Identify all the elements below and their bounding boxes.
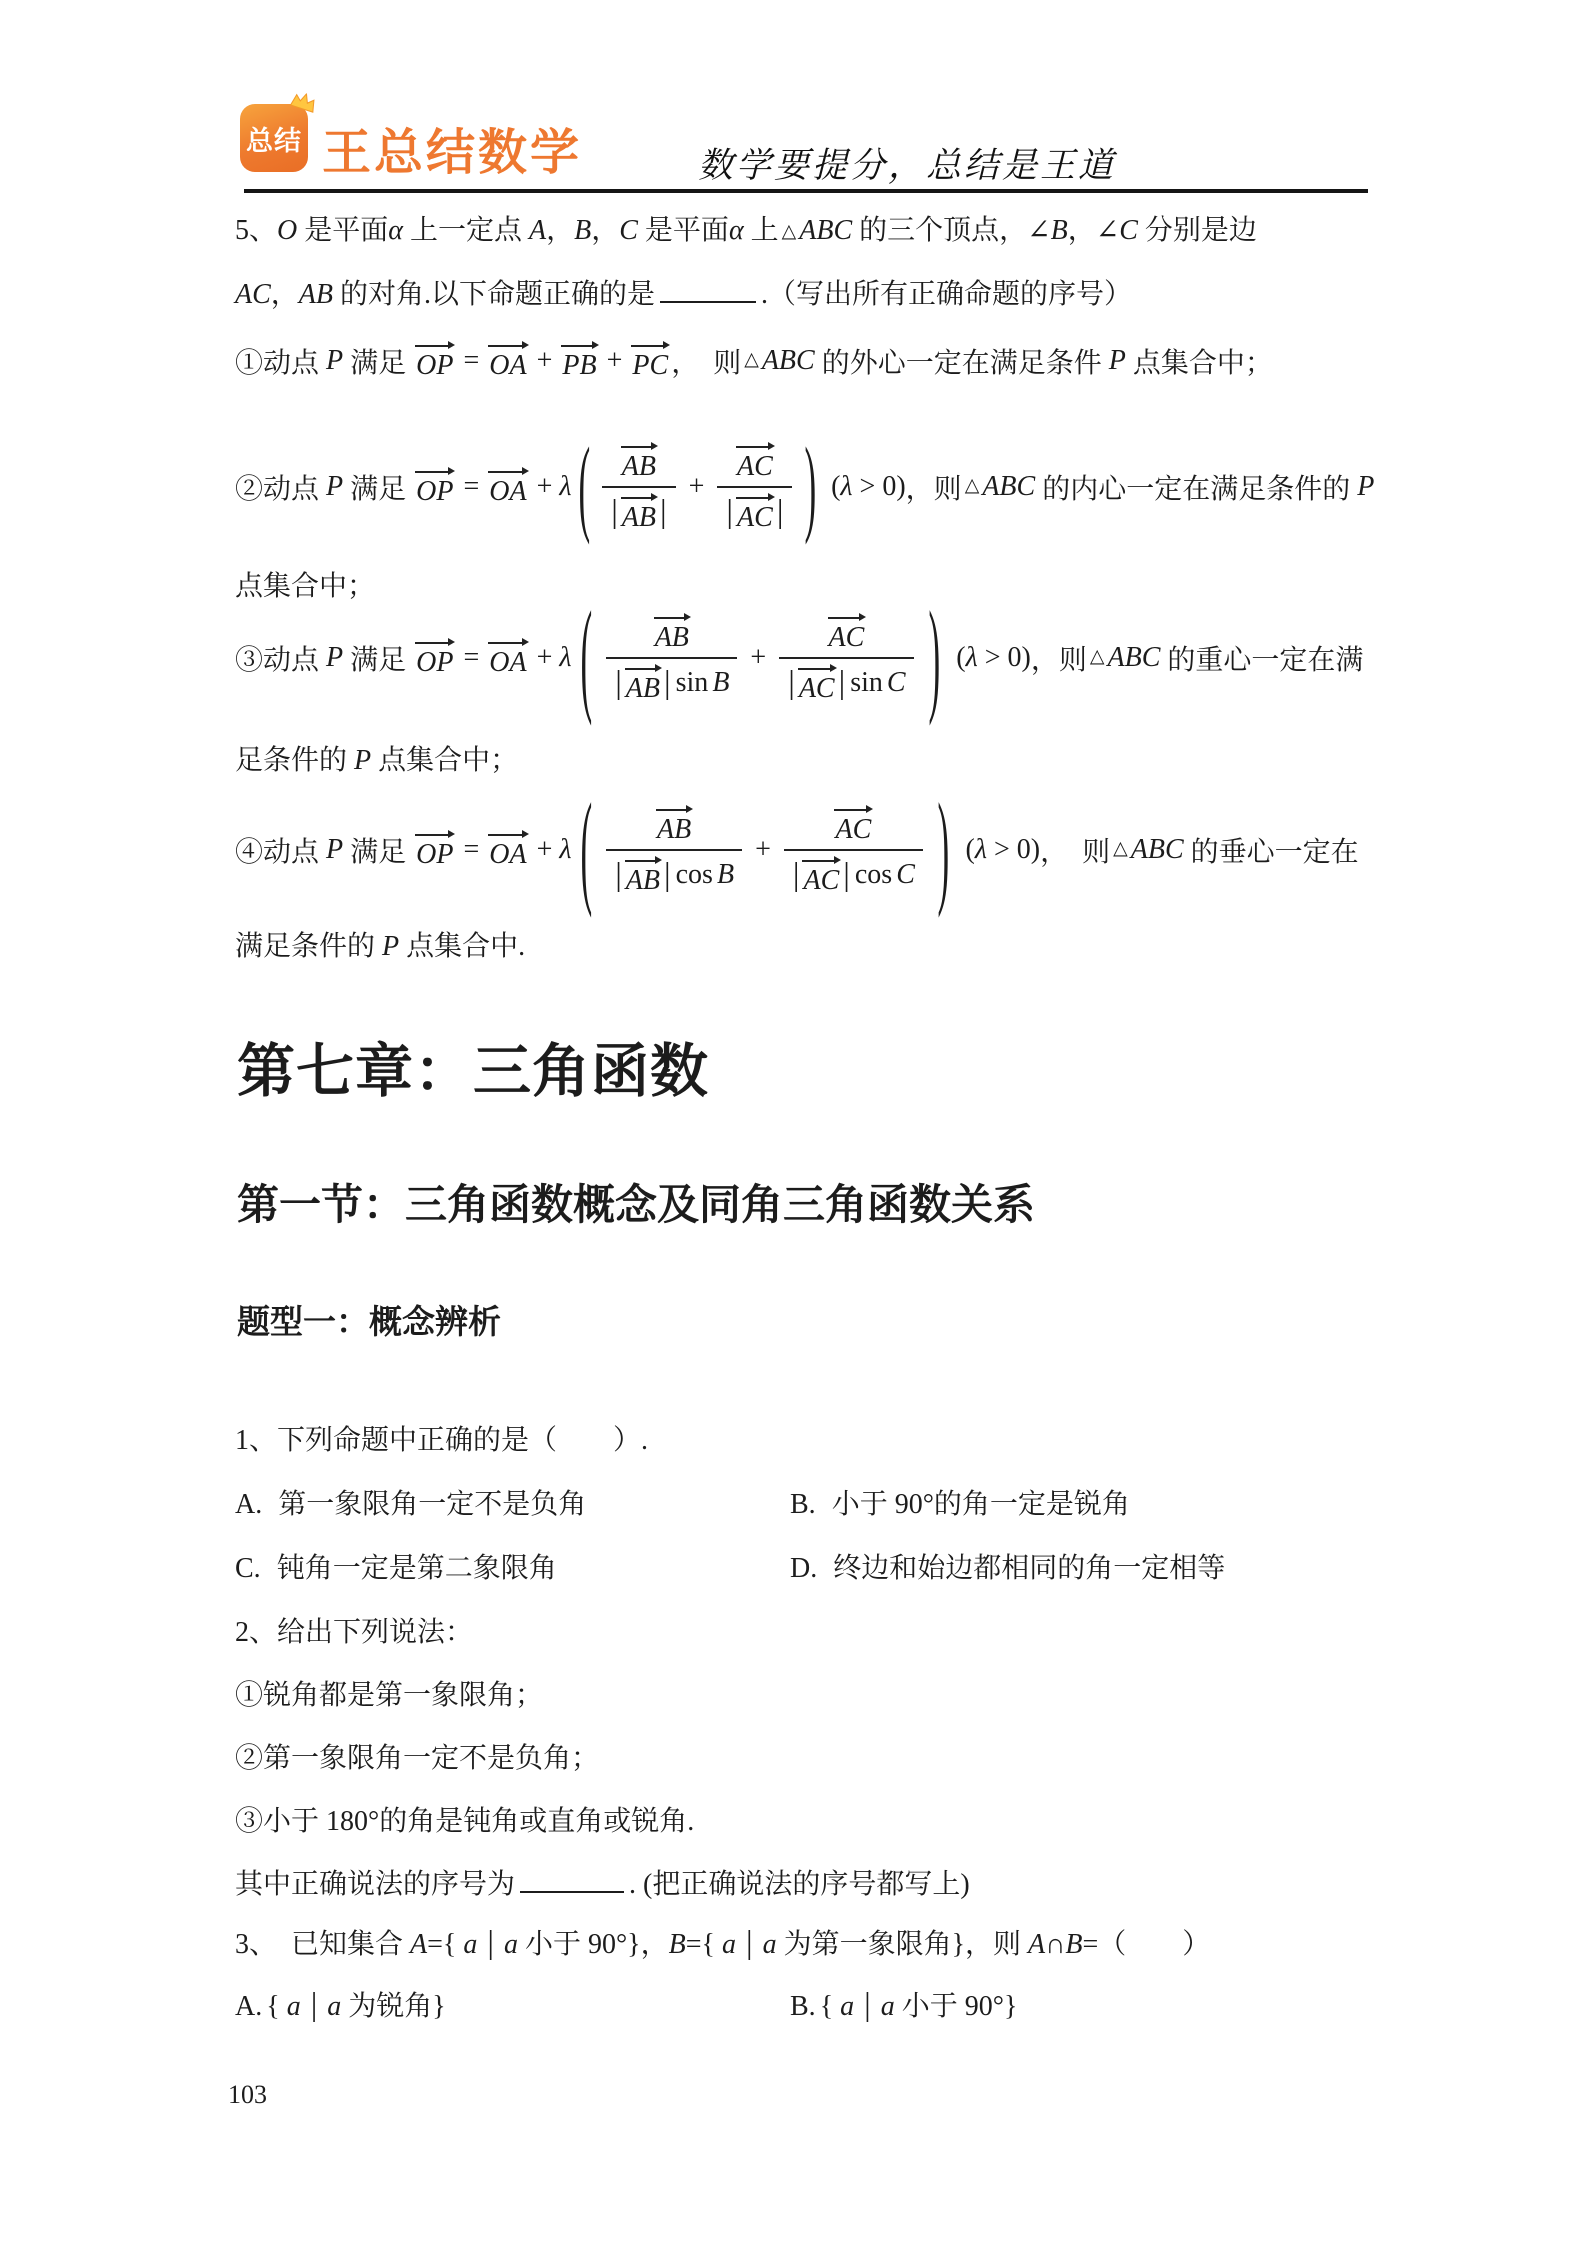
plus-sign: +: [536, 642, 553, 673]
equals-sign: =: [463, 471, 480, 502]
set-bar: |: [864, 1987, 871, 2023]
math-var: A: [528, 215, 547, 246]
vector-term: OP: [413, 340, 456, 382]
triangle-symbol: △: [744, 348, 759, 370]
text-run: ④动点: [235, 837, 327, 868]
math-var: AC: [235, 279, 271, 310]
logo-badge-text: 总结: [246, 125, 302, 156]
fraction: [717, 441, 792, 534]
math-var: a: [463, 1929, 478, 1960]
abs-bar: |: [660, 493, 667, 530]
vector-term: AB: [654, 804, 694, 846]
text-run: > 0): [977, 642, 1031, 673]
left-paren: (: [579, 585, 592, 728]
option-label: D.: [790, 1553, 818, 1584]
left-paren: (: [579, 777, 592, 920]
math-var: A: [410, 1929, 428, 1960]
right-paren: ): [928, 585, 940, 728]
problem5-item2: [235, 412, 1374, 562]
abs-bar: |: [726, 493, 734, 530]
vector-term: PC: [629, 340, 671, 382]
option-text: 小于 90°的角一定是锐角: [831, 1489, 1130, 1520]
text-run: ， 则: [1040, 837, 1111, 868]
set-bar: |: [487, 1925, 494, 1961]
text-run: 的对角.以下命题正确的是: [333, 279, 656, 310]
text-run: {: [819, 1991, 841, 2022]
question2-statement3: ③小于 180°的角是钝角或直角或锐角.: [235, 1806, 695, 1837]
option-text: 第一象限角一定不是负角: [278, 1489, 587, 1520]
option-label: B.: [790, 1489, 816, 1520]
intersect-symbol: ∩: [1045, 1929, 1066, 1960]
text-run: ， 则: [671, 348, 742, 379]
text-run: 的外心一定在满足条件: [814, 348, 1109, 379]
logo-badge: [240, 104, 308, 172]
abs-bar: |: [788, 664, 795, 701]
question2-conclusion: [235, 1864, 970, 1906]
abs-bar: |: [792, 856, 800, 893]
text-run: 满足: [343, 348, 414, 379]
condition: [966, 834, 1041, 866]
problem5-item3: [235, 578, 1363, 738]
question1-option-d: [790, 1548, 1225, 1590]
math-var: ABC: [761, 345, 815, 376]
abs-bar: |: [843, 856, 850, 893]
math-var: P: [326, 642, 344, 673]
text-run: ，∠: [1067, 215, 1120, 246]
problem5-line2: [235, 274, 1132, 316]
math-var: B: [668, 1929, 686, 1960]
plus-sign: +: [536, 471, 553, 502]
text-run: {: [266, 1991, 287, 2022]
lambda-var: λ: [965, 642, 978, 673]
triangle-symbol: △: [964, 474, 980, 496]
question2-statement1: ①锐角都是第一象限角；: [235, 1680, 544, 1711]
math-var: P: [326, 471, 344, 502]
text-run: 点集合中.: [399, 931, 526, 962]
section-title: 第一节：三角函数概念及同角三角函数关系: [237, 1181, 1036, 1228]
text-run: 上一定点: [402, 215, 529, 246]
text-run: ={: [685, 1929, 722, 1960]
vector-term: OP: [413, 637, 456, 679]
math-var: ABC: [799, 215, 853, 246]
vector-term: AC: [796, 663, 838, 705]
option-label: B.: [790, 1991, 816, 2022]
answer-blank: [660, 287, 756, 303]
question1-option-b: [790, 1484, 1130, 1526]
text-run: 5、: [235, 215, 278, 246]
abs-bar: |: [776, 493, 784, 530]
vector-term: AB: [623, 663, 663, 705]
question3-option-a: [235, 1986, 446, 2028]
set-bar: |: [310, 1987, 318, 2023]
question1-stem: 1、下列命题中正确的是（ ）.: [235, 1425, 649, 1456]
plus-sign: +: [606, 345, 623, 376]
text-run: .（写出所有正确命题的序号）: [761, 279, 1133, 310]
math-var: P: [354, 745, 372, 776]
text-run: ③动点: [235, 645, 327, 676]
option-text: 终边和始边都相同的角一定相等: [833, 1553, 1226, 1584]
left-paren: (: [831, 471, 841, 502]
question2-stem: 2、给出下列说法：: [235, 1617, 474, 1648]
text-run: 满足: [343, 645, 414, 676]
text-run: ，: [270, 279, 299, 310]
fraction: [779, 612, 913, 705]
vector-term: OP: [413, 829, 456, 871]
math-var: AB: [298, 279, 334, 310]
math-var: ABC: [982, 471, 1036, 502]
left-paren: (: [577, 425, 590, 546]
plus-sign: +: [688, 471, 705, 502]
math-var: a: [286, 1991, 301, 2022]
text-run: 满足: [343, 474, 414, 505]
math-var: C: [886, 667, 906, 699]
header-divider: [244, 189, 1368, 193]
text-run: ，则: [905, 474, 962, 505]
vector-term: AB: [619, 492, 659, 534]
lambda-var: λ: [840, 471, 853, 502]
math-var: α: [388, 215, 403, 246]
crown-icon: [289, 89, 319, 113]
vector-term: OA: [486, 466, 529, 508]
text-run: ，: [546, 215, 575, 246]
math-var: B: [716, 859, 735, 891]
text-run: 为锐角}: [341, 1991, 446, 2022]
math-var: P: [326, 834, 344, 865]
abs-bar: |: [615, 856, 622, 893]
vector-term: OA: [486, 637, 529, 679]
text-run: 3、 已知集合: [235, 1929, 411, 1960]
triangle-symbol: △: [781, 221, 797, 242]
text-run: 满足条件的: [235, 931, 383, 962]
vector-term: OA: [486, 340, 529, 382]
lambda-var: λ: [974, 834, 987, 865]
cos-function: cos: [675, 859, 713, 891]
vector-term: AB: [619, 441, 659, 483]
text-run: 是平面: [637, 215, 729, 246]
text-run: > 0): [852, 471, 906, 502]
left-paren: (: [965, 834, 975, 865]
triangle-symbol: △: [1113, 837, 1128, 859]
text-run: 的内心一定在满足条件的: [1035, 474, 1358, 505]
math-var: ABC: [1130, 834, 1184, 865]
logo-title: 王总结数学: [322, 126, 583, 180]
text-run: 是平面: [297, 215, 389, 246]
sin-function: sin: [675, 667, 709, 699]
math-var: P: [1357, 471, 1375, 502]
text-run: 其中正确说法的序号为: [235, 1869, 516, 1900]
math-var: P: [326, 345, 344, 376]
plus-sign: +: [755, 834, 771, 865]
math-var: α: [728, 215, 744, 246]
math-var: P: [382, 931, 400, 962]
vector-term: AB: [652, 612, 692, 654]
math-var: B: [574, 215, 592, 246]
text-run: 的三个顶点，∠: [852, 215, 1051, 246]
text-run: 小于 90°}，: [517, 1929, 669, 1960]
text-run: 上: [743, 215, 779, 246]
equals-sign: =: [463, 642, 480, 673]
fraction: [602, 441, 675, 534]
vector-term: AC: [826, 612, 868, 654]
math-var: O: [277, 215, 298, 246]
math-var: P: [1108, 345, 1126, 376]
text-run: 点集合中；: [371, 745, 519, 776]
text-run: 为第一象限角}，则: [776, 1929, 1029, 1960]
problem5-item4-cont: [235, 926, 525, 968]
tagline: 数学要提分，总结是王道: [698, 146, 1117, 185]
abs-bar: |: [838, 664, 846, 701]
abs-bar: |: [664, 856, 671, 893]
plus-sign: +: [750, 642, 767, 673]
vector-term: PB: [559, 340, 599, 382]
text-run: > 0): [987, 834, 1041, 865]
question3-stem: [235, 1924, 1210, 1966]
chapter-title: 第七章：三角函数: [237, 1039, 710, 1104]
right-paren: ): [804, 425, 817, 546]
math-var: a: [762, 1929, 777, 1960]
math-var: ABC: [1107, 642, 1161, 673]
vector-term: AC: [832, 804, 874, 846]
question3-option-b: [790, 1986, 1017, 2028]
option-text: 钝角一定是第二象限角: [276, 1553, 557, 1584]
text-run: 小于 90°}: [894, 1991, 1018, 2022]
cos-function: cos: [854, 859, 893, 891]
lambda-var: λ: [559, 642, 572, 673]
text-run: ②动点: [235, 474, 327, 505]
math-var: a: [503, 1929, 518, 1960]
fraction: [606, 804, 742, 897]
fraction: [606, 612, 737, 705]
math-var: A: [1028, 1929, 1046, 1960]
text-run: . (把正确说法的序号都写上): [629, 1869, 970, 1900]
math-var: C: [896, 859, 915, 891]
plus-sign: +: [536, 834, 553, 865]
vector-term: AC: [734, 492, 776, 534]
text-run: ，: [591, 215, 620, 246]
option-label: A.: [235, 1489, 263, 1520]
text-run: 点集合中；: [235, 571, 376, 602]
math-var: B: [1050, 215, 1068, 246]
right-paren: ): [937, 777, 950, 920]
text-run: 的重心一定在满: [1160, 645, 1364, 676]
text-run: ={: [427, 1929, 464, 1960]
set-bar: |: [745, 1925, 753, 1961]
answer-blank: [520, 1877, 624, 1893]
fraction: [784, 804, 923, 897]
math-var: C: [619, 215, 638, 246]
problem5-item4: [235, 772, 1359, 928]
abs-bar: |: [664, 664, 671, 701]
equals-sign: =: [463, 345, 480, 376]
math-var: a: [721, 1929, 736, 1960]
math-var: C: [1119, 215, 1138, 246]
vector-term: AB: [623, 855, 663, 897]
problem5-line1: [235, 210, 1257, 252]
abs-bar: |: [615, 664, 622, 701]
math-var: a: [840, 1991, 855, 2022]
text-run: ①动点: [235, 348, 327, 379]
math-var: a: [880, 1991, 895, 2022]
problem5-item1: [235, 336, 1273, 386]
text-run: 分别是边: [1137, 215, 1257, 246]
question1-option-a: [235, 1484, 586, 1526]
option-label: C.: [235, 1553, 261, 1584]
condition: [831, 471, 906, 503]
question2-statement2: ②第一象限角一定不是负角；: [235, 1743, 600, 1774]
vector-term: OP: [413, 466, 456, 508]
page-number: 103: [228, 2080, 267, 2109]
text-run: 的垂心一定在: [1183, 837, 1359, 868]
text-run: 点集合中；: [1125, 348, 1273, 379]
text-run: 足条件的: [235, 745, 355, 776]
text-run: =（ ）: [1082, 1929, 1211, 1960]
sin-function: sin: [850, 667, 883, 699]
lambda-var: λ: [559, 471, 572, 502]
equals-sign: =: [463, 834, 480, 865]
condition: [956, 642, 1031, 674]
plus-sign: +: [536, 345, 553, 376]
math-var: B: [712, 667, 730, 699]
vector-term: AC: [800, 855, 842, 897]
math-var: B: [1065, 1929, 1083, 1960]
text-run: 满足: [343, 837, 414, 868]
math-var: a: [327, 1991, 342, 2022]
text-run: ，则: [1030, 645, 1087, 676]
triangle-symbol: △: [1089, 645, 1105, 667]
left-paren: (: [956, 642, 966, 673]
abs-bar: |: [611, 493, 618, 530]
question1-option-c: [235, 1548, 557, 1590]
topic-title: 题型一：概念辨析: [237, 1303, 501, 1340]
lambda-var: λ: [559, 834, 572, 865]
vector-term: OA: [486, 829, 529, 871]
vector-term: AC: [734, 441, 776, 483]
option-label: A.: [235, 1991, 263, 2022]
